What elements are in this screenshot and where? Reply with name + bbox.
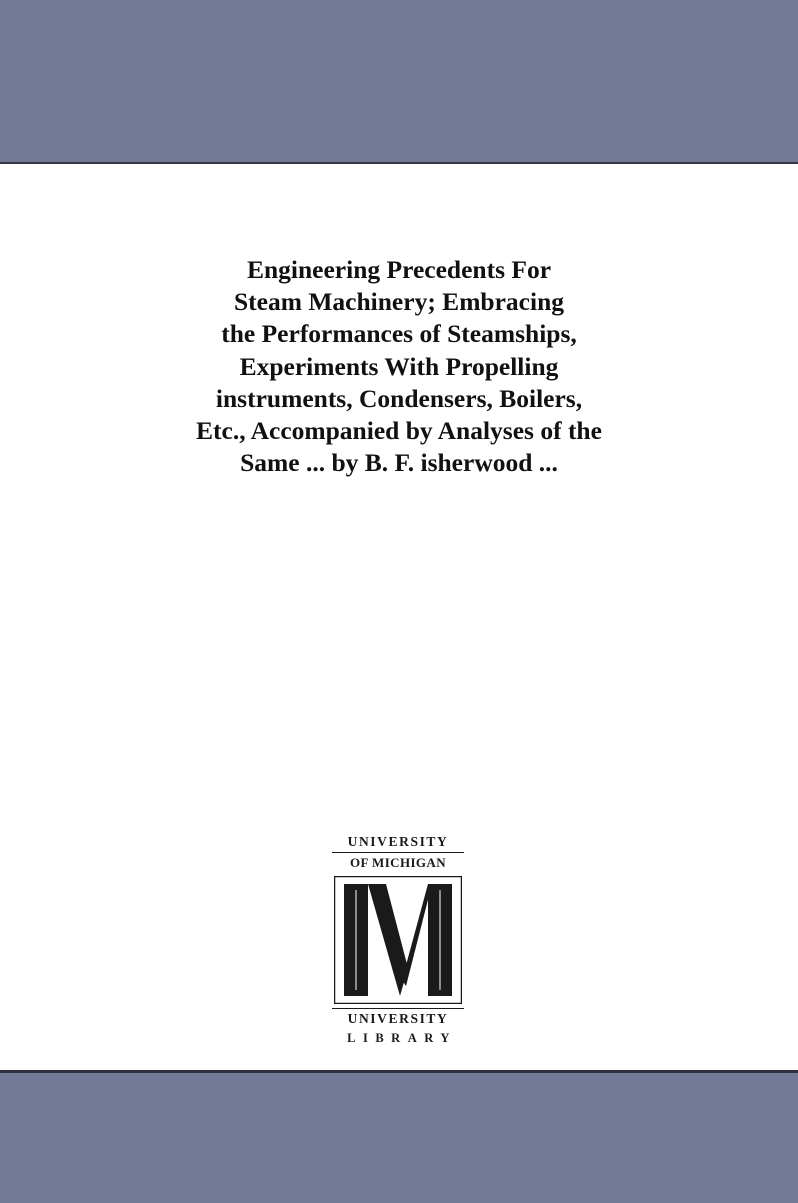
logo-text-university-2: UNIVERSITY (347, 1011, 449, 1026)
logo-rule-middle (332, 1008, 464, 1009)
logo-text-library: LIBRARY (347, 1031, 457, 1045)
title-line-4: Experiments With Propelling (239, 351, 559, 381)
title-line-2: Steam Machinery; Embracing (233, 287, 565, 317)
university-library-logo (332, 826, 464, 1056)
bottom-color-band (0, 1070, 798, 1203)
title-line-1: Engineering Precedents For (246, 255, 552, 284)
title-line-6: Etc., Accompanied by Analyses of the (196, 416, 602, 446)
top-color-band (0, 0, 798, 164)
title-line-7: Same ... by B. F. isherwood ... (240, 448, 558, 478)
title-line-5: instruments, Condensers, Boilers, (215, 383, 583, 413)
title-line-3: the Performances of Steamships, (221, 319, 577, 349)
logo-text-of-michigan: OF MICHIGAN (350, 855, 446, 870)
logo-rule-top (332, 852, 464, 853)
logo-text-university: UNIVERSITY (347, 834, 449, 849)
m-monogram-icon (334, 876, 462, 1004)
book-title (0, 254, 798, 479)
